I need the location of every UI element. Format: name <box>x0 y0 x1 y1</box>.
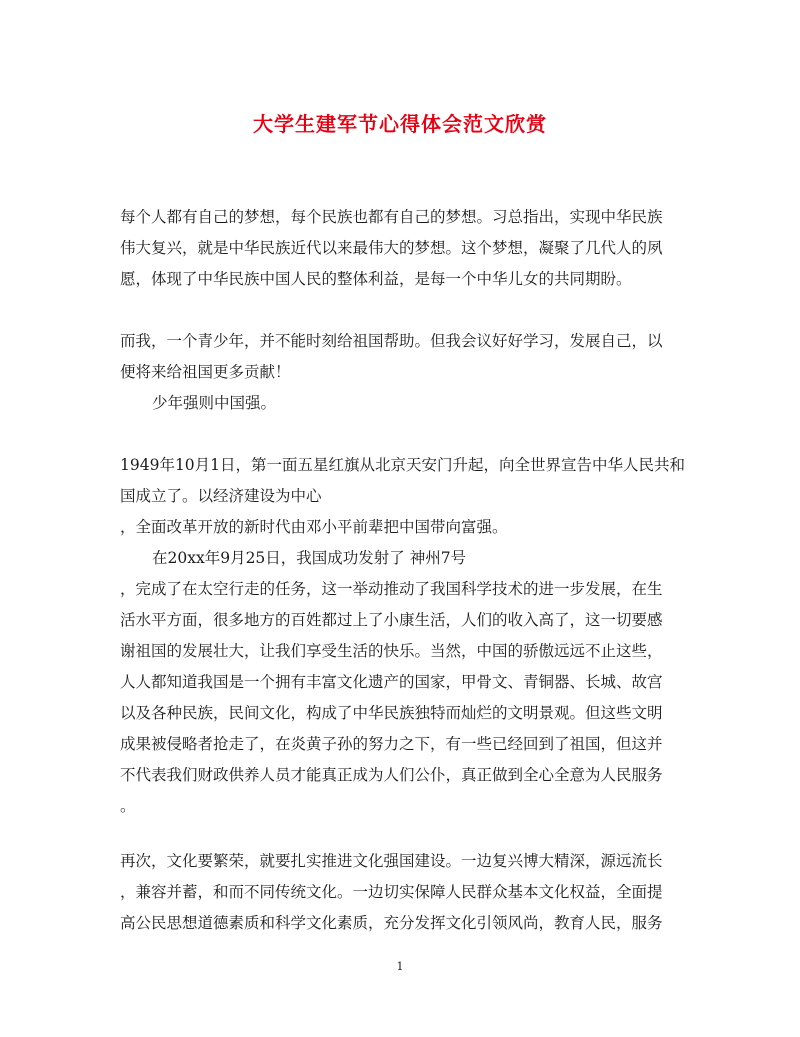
paragraph-line: 。 <box>120 797 136 815</box>
paragraph-line: 高公民思想道德素质和科学文化素质，充分发挥文化引领风尚，教育人民，服务 <box>120 914 663 932</box>
paragraph-line: ，完成了在太空行走的任务，这一举动推动了我国科学技术的进一步发展，在生 <box>120 580 663 598</box>
paragraph-line: ，全面改革开放的新时代由邓小平前辈把中国带向富强。 <box>120 518 508 536</box>
paragraph-line: 少年强则中国强。 <box>152 394 277 412</box>
paragraph-line: 而我，一个青少年，并不能时刻给祖国帮助。但我会议好好学习，发展自己，以 <box>120 332 663 350</box>
document-title: 大学生建军节心得体会范文欣赏 <box>253 112 547 136</box>
page-number: 1 <box>396 960 404 973</box>
paragraph-line: 1949年10月1日，第一面五星红旗从北京天安门升起，向全世界宣告中华人民共和 <box>120 456 686 474</box>
paragraph-line: 每个人都有自己的梦想，每个民族也都有自己的梦想。习总指出，实现中华民族 <box>120 208 663 226</box>
paragraph-line: 活水平方面，很多地方的百姓都过上了小康生活，人们的收入高了，这一切要感 <box>120 611 663 629</box>
paragraph-line: 以及各种民族，民间文化，构成了中华民族独特而灿烂的文明景观。但这些文明 <box>120 704 663 722</box>
paragraph-line: 便将来给祖国更多贡献！ <box>120 363 291 381</box>
paragraph-line: 不代表我们财政供养人员才能真正成为人们公仆，真正做到全心全意为人民服务 <box>120 766 663 784</box>
paragraph-line: 伟大复兴，就是中华民族近代以来最伟大的梦想。这个梦想，凝聚了几代人的夙 <box>120 239 663 257</box>
paragraph-line: 再次，文化要繁荣，就要扎实推进文化强国建设。一边复兴博大精深，源远流长 <box>120 852 663 870</box>
paragraph-line: 在20xx年9月25日，我国成功发射了 神州7号 <box>152 549 467 567</box>
paragraph-line: 愿，体现了中华民族中国人民的整体利益，是每一个中华儿女的共同期盼。 <box>120 270 632 288</box>
paragraph-line: 人人都知道我国是一个拥有丰富文化遗产的国家，甲骨文、青铜器、长城、故宫 <box>120 673 663 691</box>
paragraph-line: 成果被侵略者抢走了，在炎黄子孙的努力之下，有一些已经回到了祖国，但这并 <box>120 735 663 753</box>
paragraph-line: 国成立了。以经济建设为中心 <box>120 487 322 505</box>
paragraph-line: ，兼容并蓄，和而不同传统文化。一边切实保障人民群众基本文化权益，全面提 <box>120 883 663 901</box>
paragraph-line: 谢祖国的发展壮大，让我们享受生活的快乐。当然，中国的骄傲远远不止这些， <box>120 642 663 660</box>
